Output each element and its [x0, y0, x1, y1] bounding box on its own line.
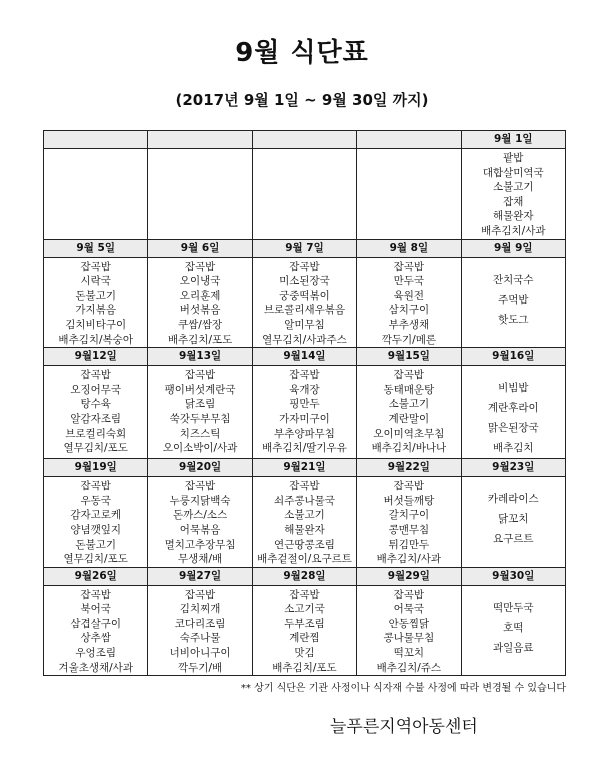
day-menu-cell — [148, 366, 252, 459]
menu-item: 잡곡밥 — [289, 260, 320, 273]
day-menu-cell — [148, 257, 252, 348]
menu-item: 계란말이 — [388, 412, 430, 425]
menu-item: 북어국 — [80, 603, 111, 616]
menu-item: 깍두기/메론 — [381, 333, 436, 346]
menu-item: 배추김치/포도 — [167, 333, 233, 346]
day-menu-cell — [461, 257, 565, 348]
menu-item: 갈치구이 — [388, 509, 430, 522]
menu-item: 오리훈제 — [179, 289, 221, 302]
menu-item: 누룽지닭백숙 — [169, 494, 231, 507]
menu-item: 무생채/배 — [178, 553, 223, 566]
menu-item: 버섯볶음 — [179, 304, 221, 317]
day-menu-cell — [148, 149, 252, 240]
menu-item: 치즈스틱 — [179, 427, 221, 440]
menu-item: 겨울초생채/사과 — [58, 661, 133, 674]
day-menu-cell — [252, 257, 356, 348]
week-menu-row — [44, 257, 566, 348]
day-date: 9월 8일 — [357, 239, 461, 257]
menu-item: 잡곡밥 — [184, 260, 216, 273]
menu-item: 배추김치 — [492, 442, 534, 455]
week-menu-row — [44, 149, 566, 240]
menu-item: 깍두기/배 — [178, 661, 223, 674]
menu-item: 배추김치/바나나 — [371, 442, 447, 455]
day-date: 9월21일 — [252, 459, 356, 477]
day-date: 9월 6일 — [148, 239, 252, 257]
center-name: 늘푸른지역아동센터 — [330, 717, 478, 737]
menu-item: 소불고기 — [284, 509, 325, 522]
day-menu-cell — [44, 366, 148, 459]
menu-item: 해물완자 — [492, 210, 534, 223]
day-menu-cell — [252, 366, 356, 459]
menu-item: 돈불고기 — [75, 289, 116, 302]
day-date — [357, 131, 461, 149]
menu-item: 브로콜리새우볶음 — [263, 304, 346, 317]
day-date — [44, 131, 148, 149]
menu-item: 연근땅콩조림 — [274, 538, 335, 551]
menu-item: 잡곡밥 — [184, 369, 216, 382]
menu-item: 삼겹살구이 — [70, 617, 122, 630]
day-menu-cell — [148, 477, 252, 568]
menu-item: 쇠주콩나물국 — [274, 494, 335, 507]
menu-item: 계란후라이 — [487, 402, 539, 415]
menu-item: 두부조림 — [284, 617, 325, 630]
day-menu-cell — [44, 149, 148, 240]
menu-item: 탕수육 — [80, 398, 111, 411]
week-header-row — [44, 131, 566, 149]
menu-item: 닭꼬치 — [498, 513, 529, 526]
menu-item: 잡곡밥 — [80, 369, 111, 382]
day-menu-cell — [44, 257, 148, 348]
menu-item: 오이냉국 — [179, 275, 221, 288]
menu-item: 부추양파무침 — [274, 427, 335, 440]
day-menu-cell — [148, 585, 252, 676]
menu-item: 미소된장국 — [279, 275, 330, 288]
day-menu-cell — [252, 477, 356, 568]
week-header-row — [44, 239, 566, 257]
menu-item: 숙주나물 — [179, 632, 221, 645]
menu-item: 가지볶음 — [75, 304, 116, 317]
week-header-row — [44, 348, 566, 366]
menu-item: 콩맨무침 — [388, 523, 430, 536]
day-menu-cell — [357, 366, 461, 459]
menu-item: 김치비타구이 — [65, 318, 127, 331]
menu-item: 튀김만두 — [388, 538, 430, 551]
day-date: 9월28일 — [252, 567, 356, 585]
day-menu-cell — [461, 477, 565, 568]
menu-item: 코다리조림 — [174, 617, 226, 630]
menu-item: 어묵국 — [393, 603, 425, 616]
menu-item: 시락국 — [80, 275, 111, 288]
menu-item: 잡곡밥 — [289, 588, 320, 601]
menu-item: 오이미역초무침 — [373, 427, 445, 440]
menu-item: 잡곡밥 — [393, 588, 425, 601]
menu-item: 버섯들깨탕 — [383, 494, 435, 507]
menu-item: 과일음료 — [492, 641, 534, 654]
menu-item: 잡곡밥 — [184, 480, 216, 493]
menu-item: 잡곡밥 — [289, 369, 320, 382]
day-menu-cell — [44, 585, 148, 676]
menu-item: 돈까스/소스 — [172, 509, 228, 522]
menu-item: 어묵볶음 — [179, 523, 221, 536]
day-date: 9월 1일 — [461, 131, 565, 149]
menu-item: 알미무침 — [284, 318, 325, 331]
day-date: 9월14일 — [252, 348, 356, 366]
menu-item: 잡곡밥 — [80, 588, 111, 601]
menu-item: 열무김치/포도 — [63, 553, 128, 566]
day-date: 9월19일 — [44, 459, 148, 477]
menu-item: 육개장 — [289, 383, 320, 396]
menu-item: 오징어무국 — [70, 383, 122, 396]
menu-item: 육원전 — [393, 289, 425, 302]
menu-item: 멸치고추장무침 — [164, 538, 236, 551]
day-menu-cell — [252, 585, 356, 676]
menu-item: 떡만두국 — [492, 601, 534, 614]
day-date: 9월13일 — [148, 348, 252, 366]
menu-item: 배추겉절이/요구르트 — [257, 553, 352, 566]
menu-item: 양념깻잎지 — [70, 523, 122, 536]
day-date — [252, 131, 356, 149]
day-date — [148, 131, 252, 149]
menu-item: 잡곡밥 — [184, 588, 216, 601]
day-menu-cell — [357, 149, 461, 240]
menu-item: 핑만두 — [289, 398, 320, 411]
menu-item: 삼치구이 — [388, 304, 430, 317]
menu-item: 잡곡밥 — [393, 369, 425, 382]
menu-item: 요구르트 — [492, 533, 534, 546]
menu-item: 배추김치/사과 — [376, 553, 442, 566]
day-date: 9월12일 — [44, 348, 148, 366]
day-menu-cell — [44, 477, 148, 568]
menu-item: 맛김 — [294, 647, 315, 660]
menu-item: 대합살미역국 — [482, 166, 544, 179]
menu-item: 잡곡밥 — [289, 480, 320, 493]
menu-item: 소고기국 — [284, 603, 325, 616]
day-menu-cell — [357, 585, 461, 676]
menu-item: 우동국 — [80, 494, 111, 507]
week-menu-row — [44, 585, 566, 676]
week-header-row — [44, 459, 566, 477]
menu-item: 떡꼬치 — [393, 647, 425, 660]
day-menu-cell — [357, 257, 461, 348]
menu-item: 쑥갓두부무침 — [169, 412, 231, 425]
day-menu-cell — [461, 585, 565, 676]
menu-item: 해물완자 — [284, 523, 325, 536]
menu-item: 쿠쌈/쌈장 — [178, 318, 223, 331]
week-menu-row — [44, 366, 566, 459]
menu-item: 잡곡밥 — [80, 480, 111, 493]
day-date: 9월 9일 — [461, 239, 565, 257]
menu-item: 계란찜 — [289, 632, 320, 645]
week-menu-row — [44, 477, 566, 568]
menu-item: 알감자조림 — [70, 412, 122, 425]
menu-item: 돈불고기 — [75, 538, 116, 551]
day-date: 9월23일 — [461, 459, 565, 477]
notice-text: ** 상기 식단은 기관 사정이나 식자재 수불 사정에 따라 변경될 수 있습니다 — [240, 683, 566, 694]
menu-item: 너비아니구이 — [169, 647, 231, 660]
menu-item: 닭조림 — [184, 398, 216, 411]
day-date: 9월29일 — [357, 567, 461, 585]
day-date: 9월22일 — [357, 459, 461, 477]
menu-item: 맑은된장국 — [487, 422, 539, 435]
menu-item: 잡채 — [503, 195, 524, 208]
menu-item: 배추김치/복숭아 — [58, 333, 133, 346]
day-date: 9월 5일 — [44, 239, 148, 257]
menu-item: 잔치국수 — [492, 273, 534, 286]
menu-item: 상추쌈 — [80, 632, 111, 645]
menu-item: 주먹밥 — [498, 293, 529, 306]
menu-item: 감자고로케 — [70, 509, 122, 522]
day-date: 9월 7일 — [252, 239, 356, 257]
day-menu-cell — [461, 149, 565, 240]
day-date: 9월15일 — [357, 348, 461, 366]
menu-item: 잡곡밥 — [393, 260, 425, 273]
menu-item: 잡곡밥 — [80, 260, 111, 273]
menu-item: 부추생채 — [388, 318, 430, 331]
menu-item: 오이소박이/사과 — [162, 442, 238, 455]
day-date: 9월16일 — [461, 348, 565, 366]
menu-item: 궁중떡볶이 — [279, 289, 330, 302]
menu-item: 브로컬리숙회 — [65, 427, 127, 440]
menu-item: 소불고기 — [388, 398, 430, 411]
menu-item: 만두국 — [393, 275, 425, 288]
menu-item: 잡곡밥 — [393, 480, 425, 493]
menu-item: 배추김치/쥬스 — [376, 661, 442, 674]
menu-item: 배추김치/포도 — [272, 661, 337, 674]
menu-item: 김치찌개 — [179, 603, 221, 616]
menu-item: 동태매운탕 — [383, 383, 435, 396]
menu-item: 가자미구이 — [279, 412, 330, 425]
day-menu-cell — [357, 477, 461, 568]
page-title: 9월 식단표 — [235, 38, 369, 68]
day-date: 9월30일 — [461, 567, 565, 585]
menu-item: 팽이버섯계란국 — [164, 383, 236, 396]
menu-item: 비빔밥 — [498, 382, 529, 395]
day-date: 9월20일 — [148, 459, 252, 477]
menu-item: 배추김치/딸기우유 — [262, 442, 347, 455]
menu-item: 핫도그 — [498, 313, 529, 326]
day-date: 9월27일 — [148, 567, 252, 585]
menu-item: 열무김치/사과주스 — [262, 333, 347, 346]
menu-table — [43, 130, 566, 676]
menu-item: 호떡 — [503, 621, 524, 634]
menu-item: 우엉조림 — [75, 647, 116, 660]
menu-item: 카레라이스 — [487, 493, 539, 506]
menu-item: 콩나물무침 — [383, 632, 435, 645]
menu-item: 소불고기 — [492, 181, 534, 194]
menu-item: 안동찜닭 — [388, 617, 430, 630]
menu-item: 팥밥 — [503, 152, 524, 164]
menu-item: 배추김치/사과 — [481, 224, 546, 237]
week-header-row — [44, 567, 566, 585]
menu-item: 열무김치/포도 — [63, 442, 128, 455]
day-menu-cell — [461, 366, 565, 459]
day-menu-cell — [252, 149, 356, 240]
date-range: (2017년 9월 1일 ~ 9월 30일 까지) — [175, 91, 429, 109]
day-date: 9월26일 — [44, 567, 148, 585]
